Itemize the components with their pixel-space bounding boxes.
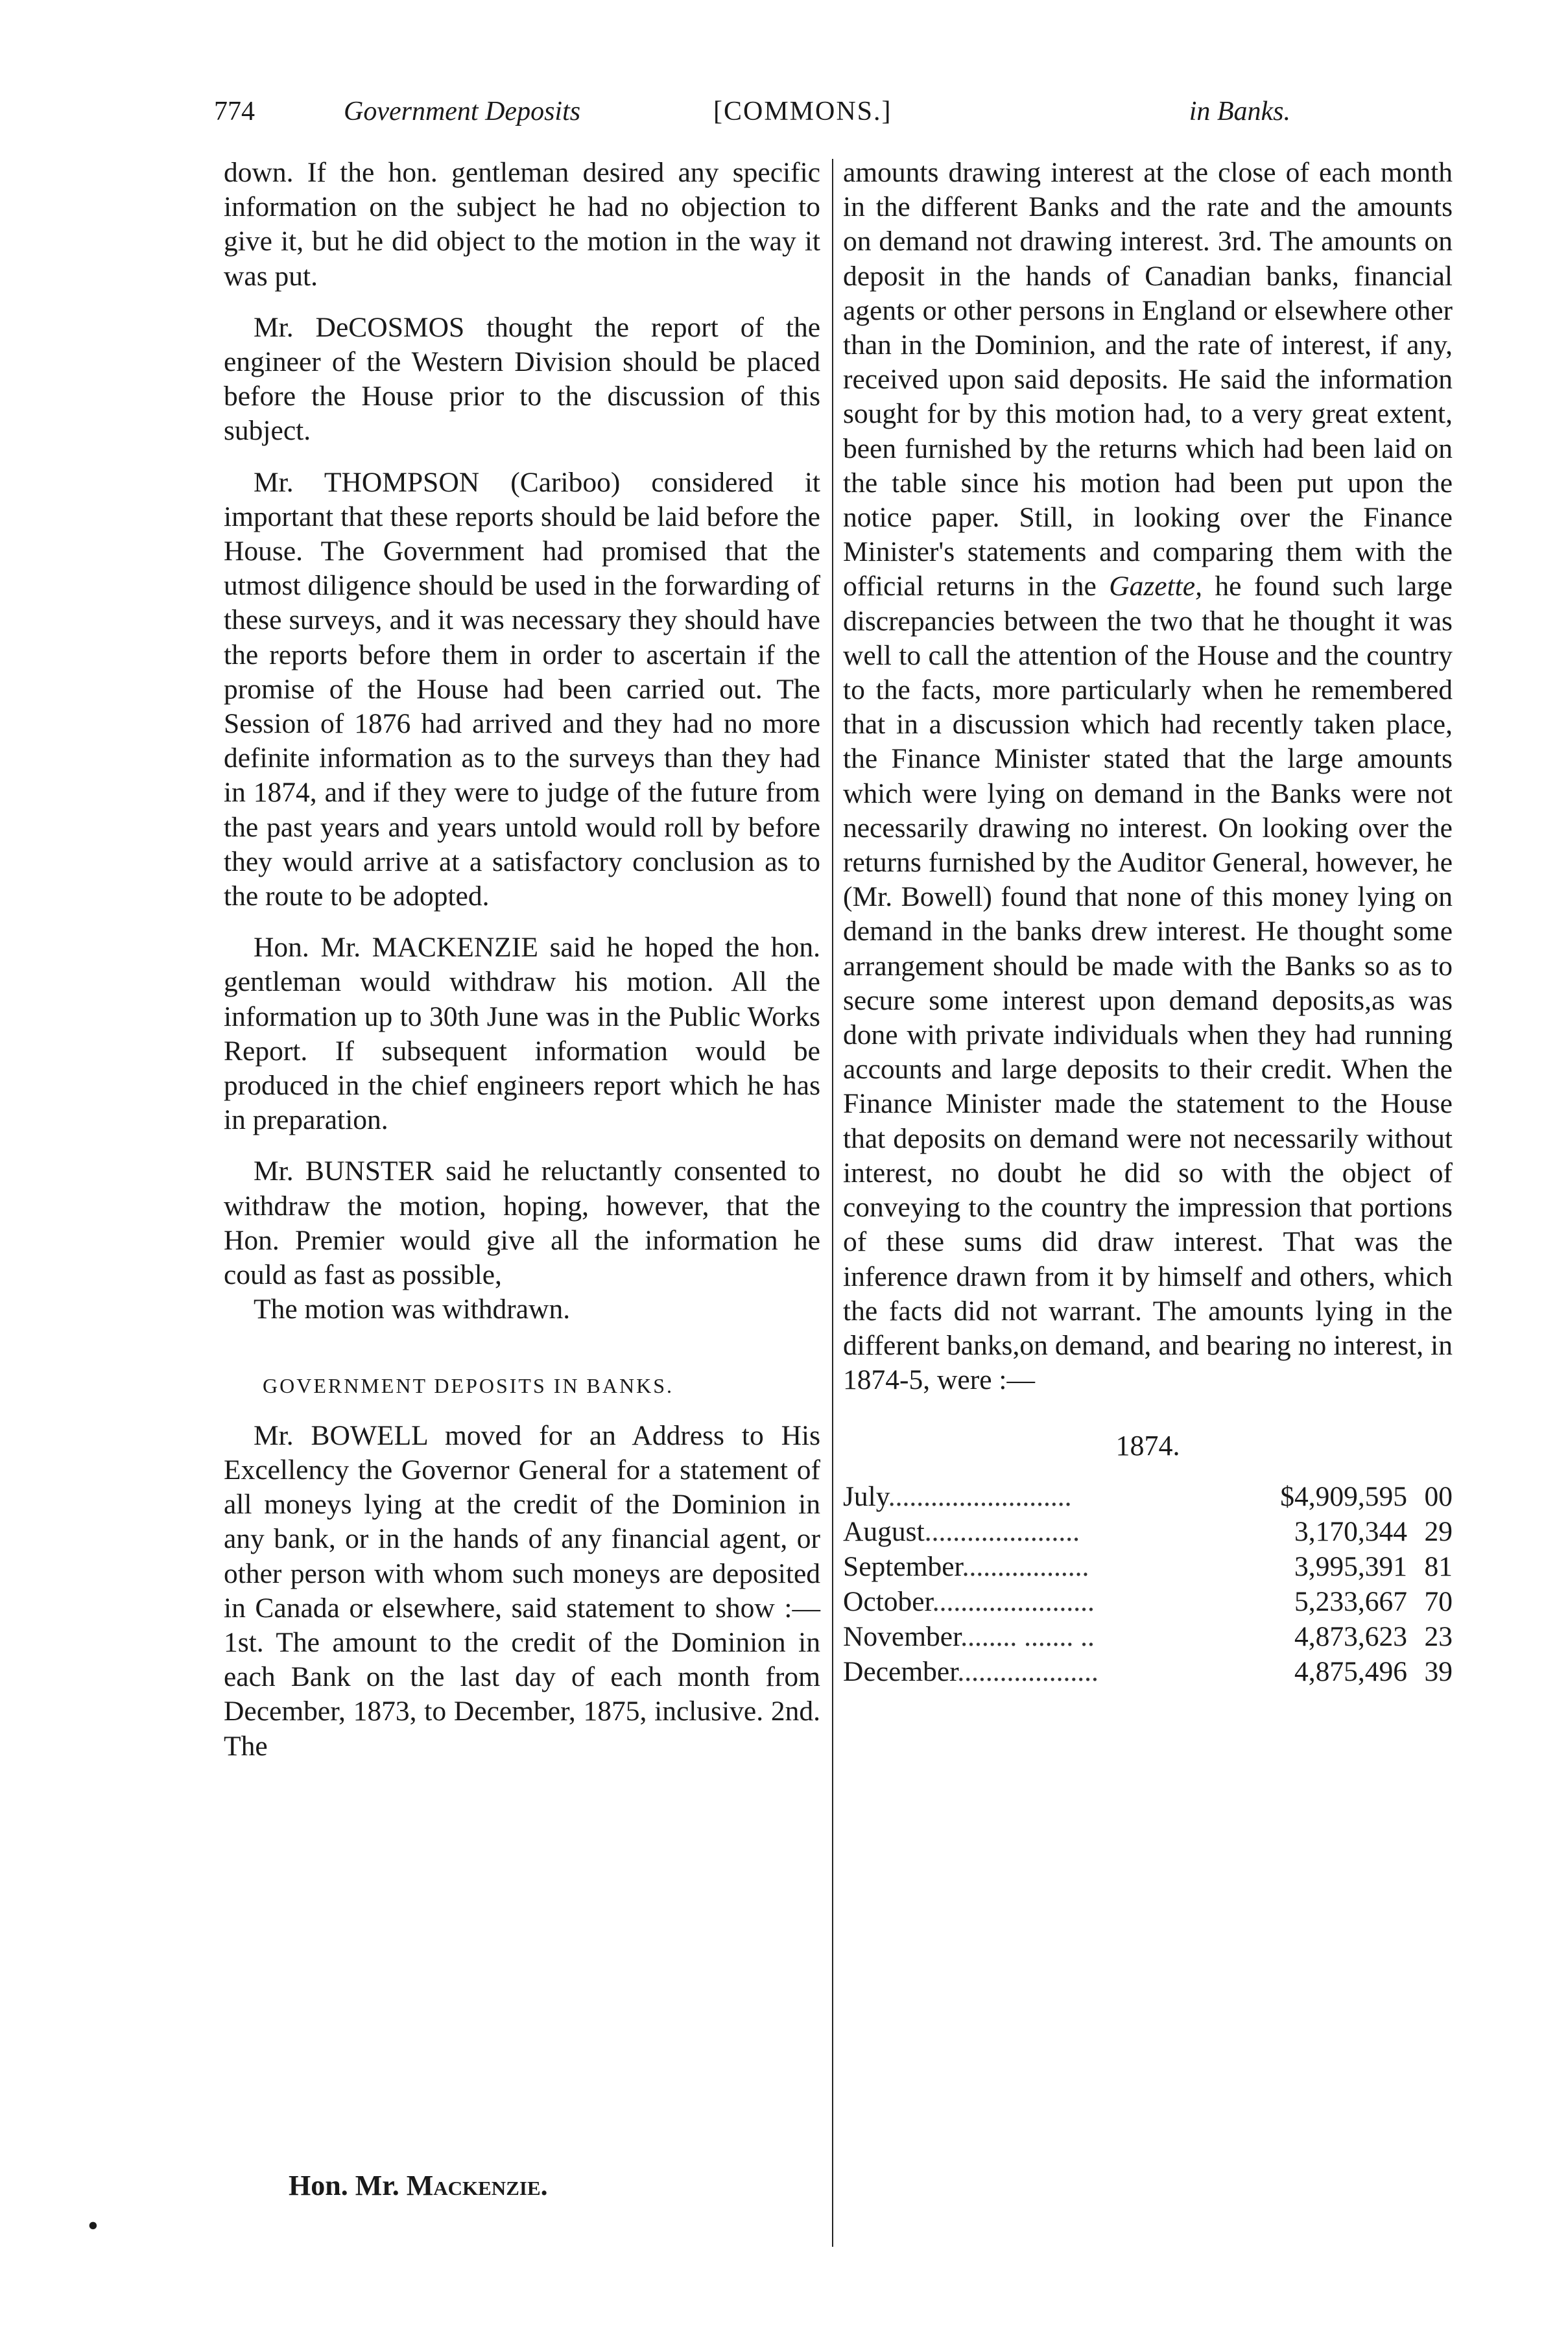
amount-cell: $4,909,595 [1280, 1480, 1407, 1512]
table-row [843, 1619, 1453, 1654]
table-row [843, 1654, 1453, 1689]
deposits-table [843, 1479, 1453, 1689]
amount-cell: 4,873,623 [1294, 1620, 1407, 1652]
paragraph-text: amounts drawing interest at the close of each month in the different Banks and the rate and the amounts on demand not drawing interest. 3rd. The amounts on deposit in the hands of Canadian banks, financial agents or other persons in England or elsewhere other than in the Dominion, and the rate of interest, if any, received upon said deposits. He said the information sought for by this motion had, to a very great extent, been furnished by the returns which had been laid on the table since his motion had been put upon the notice paper. Still, in looking over the Finance Minister's statements and comparing them with the official returns in the [843, 157, 1453, 602]
chamber-label: [COMMONS.] [713, 97, 892, 126]
amount-cell: 4,875,496 [1294, 1655, 1407, 1687]
amount-cell: 3,995,391 [1294, 1550, 1407, 1582]
section-heading: GOVERNMENT DEPOSITS IN BANKS. [263, 1373, 674, 1397]
paragraph: Mr. BOWELL moved for an Address to His Excellency the Governor General for a statement of all moneys lying at the credit of the Dominion in any bank, or in the hands of any financial agent, or other person with whom such moneys are deposited in Canada or elsewhere, said statement to show :— 1st. The amount to the credit of the Dominion in each Bank on the last day of each month from December, 1873, to December, 1875, inclusive. 2nd. The [224, 1419, 820, 1762]
paragraph: The motion was withdrawn. [254, 1294, 571, 1325]
paragraph-text: he found such large discrepancies between the two that he thought it was well to call the attention of the House and the country to the facts, more particularly when he remembered that in a discussion which had recently taken place, the Finance Minister stated that the large amounts which were lying on demand in the Banks were not necessarily drawing no interest. On looking over the returns furnished by the Auditor General, however, he (Mr. Bowell) found that none of this money lying on demand in the banks drew interest. He thought some arrangement should be made with the Banks so as to secure some interest upon demand deposits,as was done with private individuals when they had running accounts and large deposits to their credit. When the Finance Minister made the statement to the House that deposits on demand were not necessarily without interest, no doubt he did so with the object of conveying to the country the impression that portions of these sums did draw interest. That was the inference drawn from it by himself and others, which the facts did not warrant. The amounts lying in the different banks,on demand, and bearing no interest, in 1874-5, were :— [843, 571, 1453, 1396]
page-header [214, 89, 1290, 141]
month-cell: October....................... [843, 1585, 1095, 1617]
cents-cell: 00 [1424, 1480, 1453, 1512]
month-cell: December.................... [843, 1655, 1099, 1687]
left-column [224, 156, 820, 1764]
table-year: 1874. [1115, 1430, 1180, 1462]
amount-cell: 3,170,344 [1294, 1515, 1407, 1547]
table-row [843, 1584, 1453, 1619]
speaker-prefix: Hon. Mr. [289, 2170, 407, 2201]
month-cell: November........ ....... .. [843, 1620, 1095, 1652]
month-cell: August...................... [843, 1515, 1080, 1547]
running-title-left: Government Deposits [344, 97, 581, 126]
cents-cell: 29 [1424, 1515, 1453, 1547]
paragraph: down. If the hon. gentleman desired any specific information on the subject he had no objection to give it, but he did object to the motion in the way it was put. [224, 157, 820, 292]
month-cell: September.................. [843, 1550, 1089, 1582]
page-footer-speaker [289, 2169, 548, 2202]
table-row [843, 1549, 1453, 1584]
amount-cell: 5,233,667 [1294, 1585, 1407, 1617]
paragraph: Mr. THOMPSON (Cariboo) considered it important that these reports should be laid before the House. The Government had promised that the utmost diligence should be used in the forwarding of these surveys, and it was necessary they should have the reports before them in order to ascertain if the promise of the House had been carried out. The Session of 1876 had arrived and they had no more definite information as to the surveys than they had in 1874, and if they were to judge of the future from the past years and years untold would roll by before they would arrive at a satisfactory conclusion as to the route to be adopted. [224, 466, 820, 912]
month-cell: July.......................... [843, 1480, 1072, 1512]
paragraph: Mr. DeCOSMOS thought the report of the engineer of the Western Division should be placed before the House prior to the discussion of this subject. [224, 311, 820, 447]
cents-cell: 70 [1424, 1585, 1453, 1617]
paragraph [843, 156, 1453, 1397]
running-title-right: in Banks. [1189, 97, 1290, 126]
cents-cell: 39 [1424, 1655, 1453, 1687]
table-row [843, 1479, 1453, 1514]
speaker-name: Mackenzie. [406, 2170, 548, 2201]
cents-cell: 81 [1424, 1550, 1453, 1582]
right-column [843, 156, 1453, 1689]
table-row [843, 1514, 1453, 1549]
paragraph: Mr. BUNSTER said he reluctantly consented to withdraw the motion, hoping, however, that the Hon. Premier would give all the information he could as fast as possible, [224, 1155, 820, 1291]
italic-title: Gazette, [1109, 571, 1202, 602]
column-divider [832, 159, 833, 2247]
page-number: 774 [214, 97, 255, 126]
paragraph: Hon. Mr. MACKENZIE said he hoped the hon. gentleman would withdraw his motion. All the information up to 30th June was in the Public Works Report. If subsequent information would be produced in the chief engineers report which he has in preparation. [224, 932, 820, 1136]
cents-cell: 23 [1424, 1620, 1453, 1652]
margin-mark: • [88, 2209, 99, 2243]
